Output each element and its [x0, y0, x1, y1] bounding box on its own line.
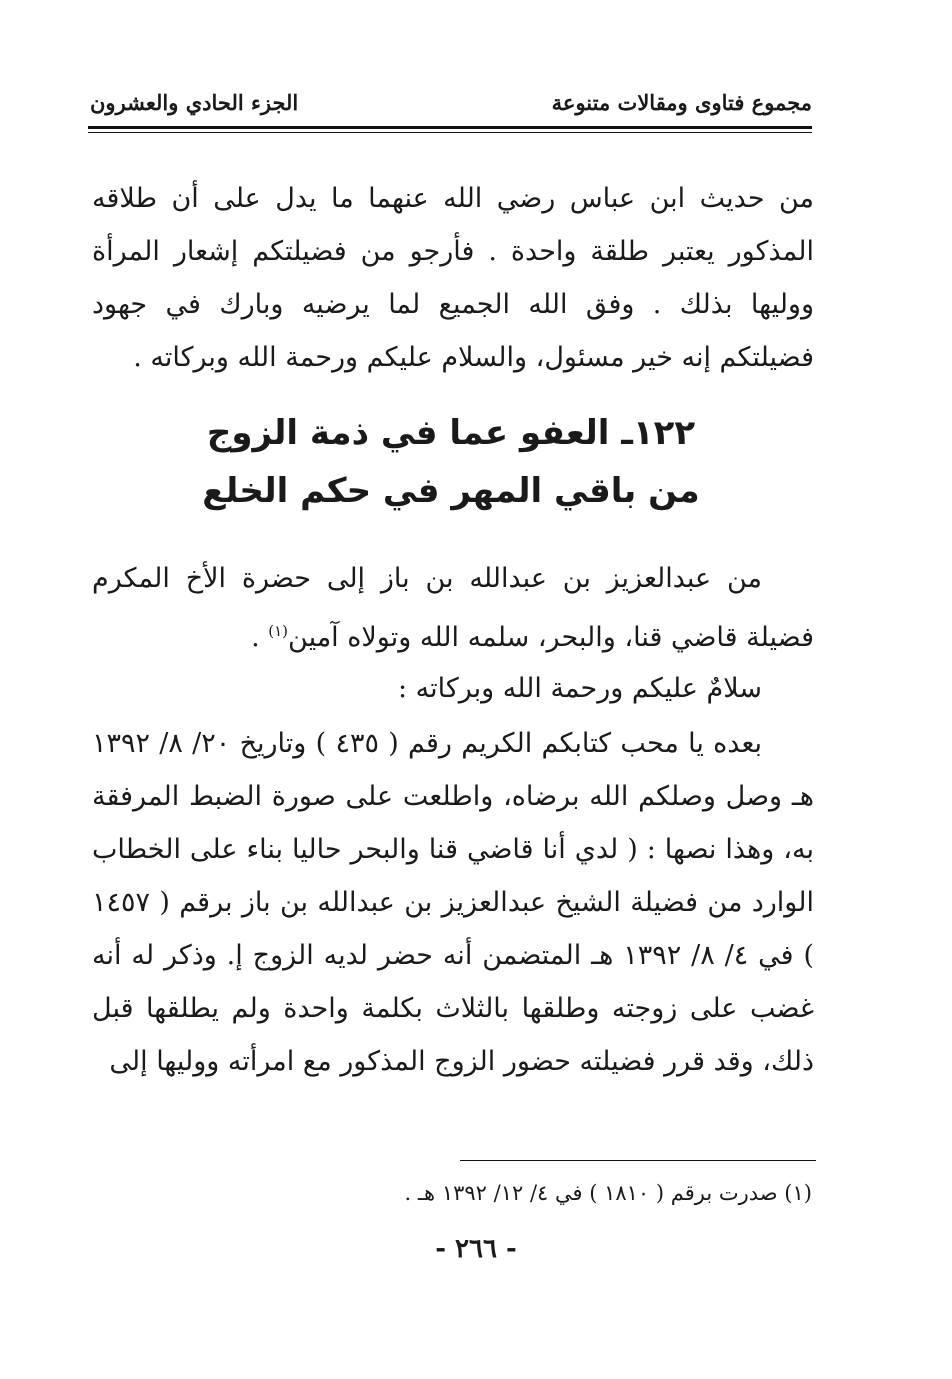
greeting-paragraph: [92, 662, 814, 715]
greeting-text: سلامٌ عليكم ورحمة الله وبركاته :: [397, 673, 762, 704]
section-title-line-1: ١٢٢ـ العفو عما في ذمة الزوج: [206, 413, 696, 453]
running-header: [90, 86, 812, 126]
letter-salutation-paragraph: [92, 552, 814, 664]
header-volume-title: الجزء الحادي والعشرون: [90, 90, 299, 115]
section-title: [90, 404, 812, 520]
header-book-title: مجموع فتاوى ومقالات متنوعة: [551, 90, 812, 115]
footnote-separator: [460, 1160, 816, 1161]
section-title-line-2: من باقي المهر في حكم الخلع: [202, 471, 700, 511]
body-paragraph: [92, 717, 814, 1088]
body-text: بعده يا محب كتابكم الكريم رقم ( ٤٣٥ ) وتاريخ ٢٠/ ٨/ ١٣٩٢ هـ وصل وصلكم الله برضاه، واطلعت على صورة الضبط المرفقة به، وهذا نصها : ( لدي أنا قاضي قنا والبحر حاليا بناء على الخطاب الوارد من فضيلة الشيخ عبدالعزيز بن عبدالله بن باز برقم ( ١٤٥٧ ) في ٤/ ٨/ ١٣٩٢ هـ المتضمن أنه حضر لديه الزوج إ. وذكر له أنه غضب على زوجته وطلقها بالثلاث بكلمة واحدة ولم يطلقها قبل ذلك، وقد قرر فضيلته حضور الزوج المذكور مع امرأته ووليها إلى: [92, 728, 814, 1077]
page-number: - ٢٦٦ -: [435, 1234, 517, 1264]
header-rule-thin: [88, 132, 812, 133]
body-paragraph-continuation: من حديث ابن عباس رضي الله عنهما ما يدل على أن طلاقه المذكور يعتبر طلقة واحدة . فأرجو من فضيلتكم إشعار المرأة ووليها بذلك . وفق الله الجميع لما يرضيه وبارك في جهود فضيلتكم إنه خير مسئول، والسلام عليكم ورحمة الله وبركاته .: [92, 183, 814, 373]
letter-address-text: من عبدالعزيز بن عبدالله بن باز إلى حضرة الأخ المكرم فضيلة قاضي قنا، والبحر، سلمه الله وتولاه آمين: [92, 563, 814, 653]
header-rule-thick: [88, 126, 812, 129]
letter-address-end: .: [251, 622, 269, 653]
footnote-reference[interactable]: (١): [268, 622, 289, 640]
footnote-text: (١) صدرت برقم ( ١٨١٠ ) في ٤/ ١٢/ ١٣٩٢ هـ .: [404, 1181, 812, 1205]
